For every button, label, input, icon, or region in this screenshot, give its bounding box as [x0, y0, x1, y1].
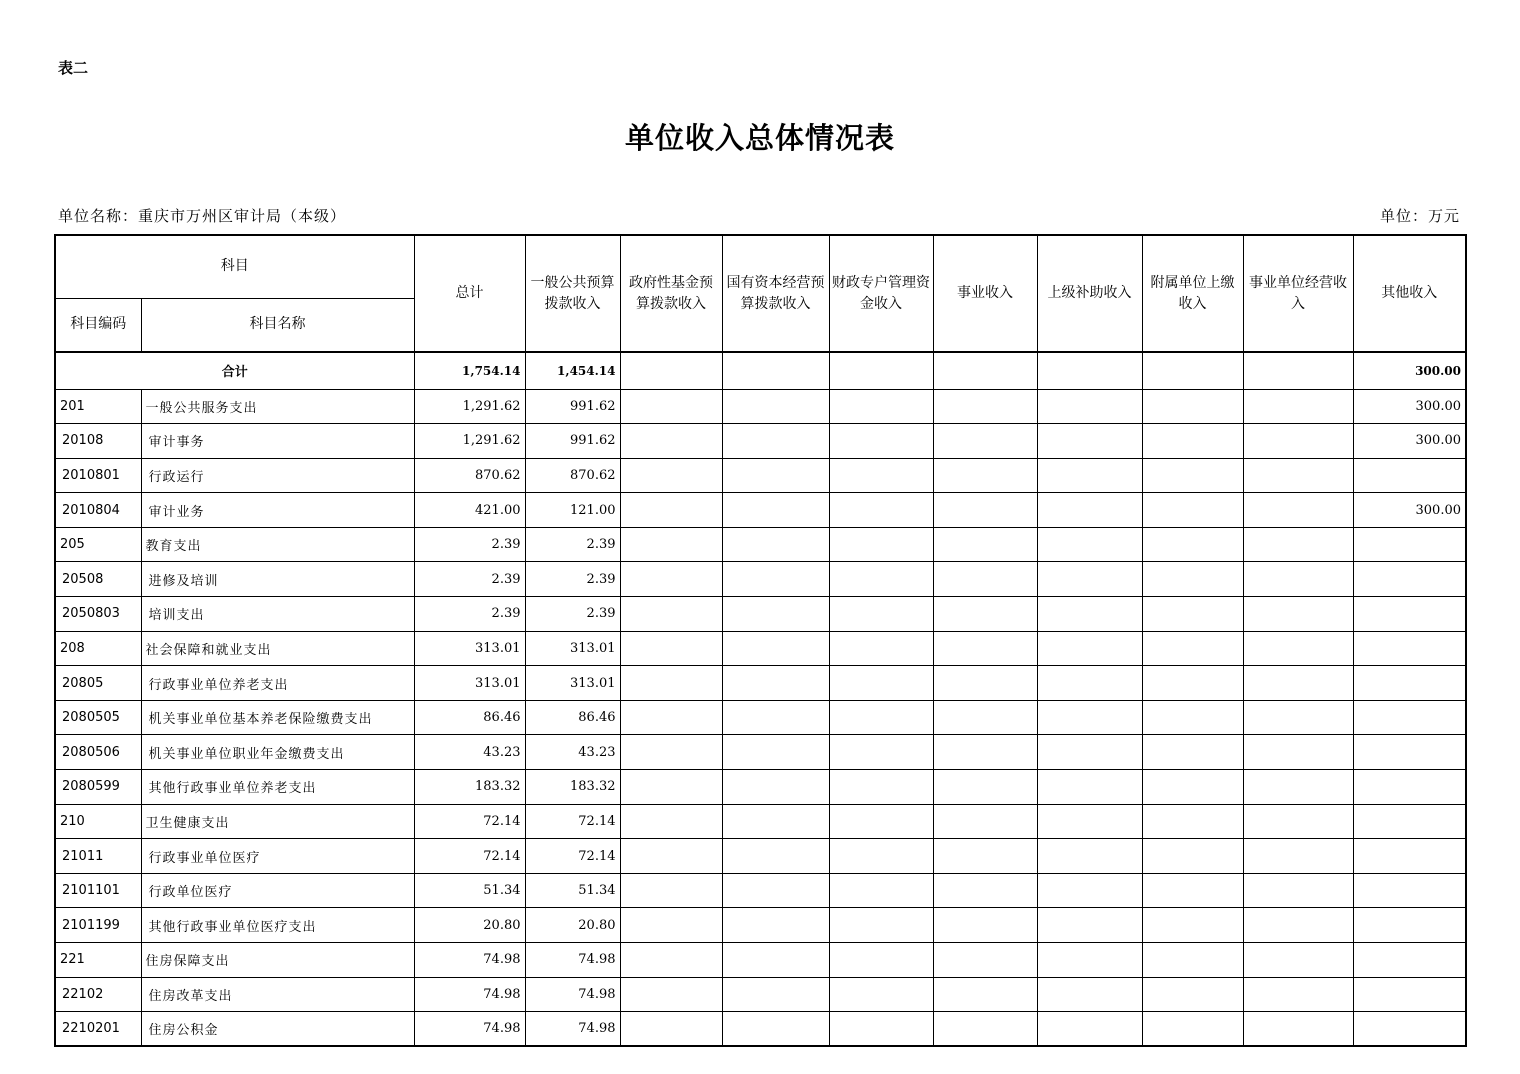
- gov-fund-cell: [620, 597, 722, 632]
- business-operation-cell: [1243, 908, 1353, 943]
- total-cell-affiliated-remit: [1142, 352, 1243, 389]
- general-budget-cell: 43.23: [525, 735, 620, 770]
- table-row: [55, 424, 1466, 459]
- subject-name-cell: 住房公积金: [141, 1012, 414, 1047]
- header-general-budget: 一般公共预算拨款收入: [525, 235, 620, 352]
- subject-code-cell: 2050803: [55, 597, 141, 632]
- special-account-cell: [829, 735, 933, 770]
- total-cell: 2.39: [414, 527, 525, 562]
- gov-fund-cell: [620, 527, 722, 562]
- total-cell-gov-fund: [620, 352, 722, 389]
- state-capital-cell: [722, 943, 829, 978]
- gov-fund-cell: [620, 424, 722, 459]
- total-label: 合计: [55, 352, 414, 389]
- state-capital-cell: [722, 597, 829, 632]
- gov-fund-cell: [620, 631, 722, 666]
- special-account-cell: [829, 389, 933, 424]
- special-account-cell: [829, 839, 933, 874]
- subject-code-cell: 2101101: [55, 873, 141, 908]
- business-income-cell: [933, 873, 1037, 908]
- total-cell-general-budget: 1,454.14: [525, 352, 620, 389]
- total-cell: 74.98: [414, 943, 525, 978]
- document-title: 单位收入总体情况表: [624, 121, 895, 155]
- affiliated-remit-cell: [1142, 977, 1243, 1012]
- superior-subsidy-cell: [1037, 770, 1142, 805]
- general-budget-cell: 51.34: [525, 873, 620, 908]
- subject-name-cell: 行政事业单位养老支出: [141, 666, 414, 701]
- total-cell: 1,291.62: [414, 424, 525, 459]
- total-cell: 2.39: [414, 562, 525, 597]
- gov-fund-cell: [620, 908, 722, 943]
- business-income-cell: [933, 493, 1037, 528]
- business-income-cell: [933, 562, 1037, 597]
- special-account-cell: [829, 700, 933, 735]
- superior-subsidy-cell: [1037, 839, 1142, 874]
- header-gov-fund: 政府性基金预算拨款收入: [620, 235, 722, 352]
- gov-fund-cell: [620, 562, 722, 597]
- total-cell: 51.34: [414, 873, 525, 908]
- general-budget-cell: 313.01: [525, 666, 620, 701]
- affiliated-remit-cell: [1142, 873, 1243, 908]
- table-row: [55, 562, 1466, 597]
- special-account-cell: [829, 527, 933, 562]
- special-account-cell: [829, 562, 933, 597]
- general-budget-cell: 86.46: [525, 700, 620, 735]
- general-budget-cell: 74.98: [525, 1012, 620, 1047]
- gov-fund-cell: [620, 804, 722, 839]
- table-row: [55, 735, 1466, 770]
- subject-code-cell: 20508: [55, 562, 141, 597]
- gov-fund-cell: [620, 458, 722, 493]
- affiliated-remit-cell: [1142, 1012, 1243, 1047]
- affiliated-remit-cell: [1142, 493, 1243, 528]
- subject-code-cell: 2010801: [55, 458, 141, 493]
- business-operation-cell: [1243, 735, 1353, 770]
- subject-name-cell: 行政运行: [141, 458, 414, 493]
- other-income-cell: [1353, 597, 1466, 632]
- other-income-cell: [1353, 873, 1466, 908]
- business-income-cell: [933, 1012, 1037, 1047]
- general-budget-cell: 991.62: [525, 389, 620, 424]
- other-income-cell: 300.00: [1353, 424, 1466, 459]
- subject-name-cell: 进修及培训: [141, 562, 414, 597]
- special-account-cell: [829, 631, 933, 666]
- gov-fund-cell: [620, 735, 722, 770]
- business-income-cell: [933, 977, 1037, 1012]
- table-row: [55, 804, 1466, 839]
- superior-subsidy-cell: [1037, 389, 1142, 424]
- subject-name-cell: 审计业务: [141, 493, 414, 528]
- table-row: [55, 839, 1466, 874]
- gov-fund-cell: [620, 873, 722, 908]
- subject-name-cell: 行政事业单位医疗: [141, 839, 414, 874]
- gov-fund-cell: [620, 389, 722, 424]
- business-operation-cell: [1243, 493, 1353, 528]
- state-capital-cell: [722, 735, 829, 770]
- subject-name-cell: 社会保障和就业支出: [141, 631, 414, 666]
- general-budget-cell: 72.14: [525, 839, 620, 874]
- business-income-cell: [933, 631, 1037, 666]
- superior-subsidy-cell: [1037, 700, 1142, 735]
- table-row: [55, 943, 1466, 978]
- special-account-cell: [829, 1012, 933, 1047]
- state-capital-cell: [722, 873, 829, 908]
- gov-fund-cell: [620, 977, 722, 1012]
- business-operation-cell: [1243, 562, 1353, 597]
- header-subject-name: 科目名称: [141, 298, 414, 352]
- header-business-income: 事业收入: [933, 235, 1037, 352]
- state-capital-cell: [722, 977, 829, 1012]
- total-cell: 2.39: [414, 597, 525, 632]
- table-row: [55, 631, 1466, 666]
- state-capital-cell: [722, 804, 829, 839]
- affiliated-remit-cell: [1142, 424, 1243, 459]
- business-income-cell: [933, 839, 1037, 874]
- general-budget-cell: 2.39: [525, 527, 620, 562]
- superior-subsidy-cell: [1037, 527, 1142, 562]
- business-income-cell: [933, 770, 1037, 805]
- business-operation-cell: [1243, 839, 1353, 874]
- affiliated-remit-cell: [1142, 666, 1243, 701]
- table-row: [55, 873, 1466, 908]
- header-state-capital: 国有资本经营预算拨款收入: [722, 235, 829, 352]
- general-budget-cell: 183.32: [525, 770, 620, 805]
- income-table: [54, 234, 1467, 1047]
- affiliated-remit-cell: [1142, 735, 1243, 770]
- table-row: [55, 700, 1466, 735]
- header-total: 总计: [414, 235, 525, 352]
- special-account-cell: [829, 666, 933, 701]
- total-cell-state-capital: [722, 352, 829, 389]
- subject-name-cell: 其他行政事业单位医疗支出: [141, 908, 414, 943]
- header-affiliated-remit: 附属单位上缴收入: [1142, 235, 1243, 352]
- state-capital-cell: [722, 839, 829, 874]
- subject-name-cell: 卫生健康支出: [141, 804, 414, 839]
- state-capital-cell: [722, 527, 829, 562]
- table-row: [55, 1012, 1466, 1047]
- subject-code-cell: 201: [55, 389, 141, 424]
- business-operation-cell: [1243, 770, 1353, 805]
- subject-code-cell: 221: [55, 943, 141, 978]
- general-budget-cell: 20.80: [525, 908, 620, 943]
- total-cell: 20.80: [414, 908, 525, 943]
- state-capital-cell: [722, 770, 829, 805]
- general-budget-cell: 121.00: [525, 493, 620, 528]
- subject-code-cell: 20108: [55, 424, 141, 459]
- subject-code-cell: 208: [55, 631, 141, 666]
- special-account-cell: [829, 493, 933, 528]
- business-income-cell: [933, 389, 1037, 424]
- subject-name-cell: 机关事业单位职业年金缴费支出: [141, 735, 414, 770]
- table-row: [55, 770, 1466, 805]
- special-account-cell: [829, 770, 933, 805]
- table-row: [55, 493, 1466, 528]
- subject-code-cell: 210: [55, 804, 141, 839]
- superior-subsidy-cell: [1037, 562, 1142, 597]
- special-account-cell: [829, 804, 933, 839]
- total-cell-business-operation: [1243, 352, 1353, 389]
- business-operation-cell: [1243, 804, 1353, 839]
- affiliated-remit-cell: [1142, 527, 1243, 562]
- gov-fund-cell: [620, 839, 722, 874]
- special-account-cell: [829, 908, 933, 943]
- superior-subsidy-cell: [1037, 666, 1142, 701]
- business-income-cell: [933, 597, 1037, 632]
- total-cell: 1,291.62: [414, 389, 525, 424]
- subject-code-cell: 2080505: [55, 700, 141, 735]
- other-income-cell: [1353, 1012, 1466, 1047]
- general-budget-cell: 870.62: [525, 458, 620, 493]
- state-capital-cell: [722, 389, 829, 424]
- subject-code-cell: 22102: [55, 977, 141, 1012]
- superior-subsidy-cell: [1037, 597, 1142, 632]
- total-cell-special-account: [829, 352, 933, 389]
- superior-subsidy-cell: [1037, 458, 1142, 493]
- business-operation-cell: [1243, 597, 1353, 632]
- total-cell-superior-subsidy: [1037, 352, 1142, 389]
- other-income-cell: [1353, 735, 1466, 770]
- business-income-cell: [933, 908, 1037, 943]
- total-cell: 313.01: [414, 666, 525, 701]
- subject-code-cell: 2010804: [55, 493, 141, 528]
- gov-fund-cell: [620, 493, 722, 528]
- gov-fund-cell: [620, 700, 722, 735]
- affiliated-remit-cell: [1142, 804, 1243, 839]
- state-capital-cell: [722, 458, 829, 493]
- state-capital-cell: [722, 1012, 829, 1047]
- state-capital-cell: [722, 631, 829, 666]
- superior-subsidy-cell: [1037, 804, 1142, 839]
- general-budget-cell: 991.62: [525, 424, 620, 459]
- table-row: [55, 458, 1466, 493]
- superior-subsidy-cell: [1037, 735, 1142, 770]
- business-operation-cell: [1243, 458, 1353, 493]
- other-income-cell: [1353, 700, 1466, 735]
- affiliated-remit-cell: [1142, 389, 1243, 424]
- other-income-cell: [1353, 770, 1466, 805]
- business-income-cell: [933, 943, 1037, 978]
- state-capital-cell: [722, 666, 829, 701]
- other-income-cell: [1353, 458, 1466, 493]
- general-budget-cell: 72.14: [525, 804, 620, 839]
- total-row: [55, 352, 1466, 389]
- subject-code-cell: 20805: [55, 666, 141, 701]
- subject-name-cell: 机关事业单位基本养老保险缴费支出: [141, 700, 414, 735]
- business-income-cell: [933, 666, 1037, 701]
- affiliated-remit-cell: [1142, 458, 1243, 493]
- other-income-cell: [1353, 527, 1466, 562]
- business-operation-cell: [1243, 424, 1353, 459]
- gov-fund-cell: [620, 770, 722, 805]
- superior-subsidy-cell: [1037, 943, 1142, 978]
- other-income-cell: 300.00: [1353, 389, 1466, 424]
- state-capital-cell: [722, 700, 829, 735]
- other-income-cell: [1353, 977, 1466, 1012]
- superior-subsidy-cell: [1037, 631, 1142, 666]
- business-operation-cell: [1243, 631, 1353, 666]
- business-operation-cell: [1243, 873, 1353, 908]
- total-cell: 72.14: [414, 804, 525, 839]
- state-capital-cell: [722, 908, 829, 943]
- header-subject-code: 科目编码: [55, 298, 141, 352]
- subject-name-cell: 住房保障支出: [141, 943, 414, 978]
- other-income-cell: [1353, 804, 1466, 839]
- affiliated-remit-cell: [1142, 562, 1243, 597]
- superior-subsidy-cell: [1037, 424, 1142, 459]
- business-operation-cell: [1243, 1012, 1353, 1047]
- header-special-account: 财政专户管理资金收入: [829, 235, 933, 352]
- affiliated-remit-cell: [1142, 839, 1243, 874]
- business-operation-cell: [1243, 389, 1353, 424]
- gov-fund-cell: [620, 666, 722, 701]
- other-income-cell: [1353, 562, 1466, 597]
- superior-subsidy-cell: [1037, 493, 1142, 528]
- total-cell: 43.23: [414, 735, 525, 770]
- table-row: [55, 977, 1466, 1012]
- subject-name-cell: 培训支出: [141, 597, 414, 632]
- general-budget-cell: 313.01: [525, 631, 620, 666]
- total-cell: 74.98: [414, 1012, 525, 1047]
- subject-code-cell: 205: [55, 527, 141, 562]
- gov-fund-cell: [620, 1012, 722, 1047]
- business-operation-cell: [1243, 700, 1353, 735]
- table-row: [55, 597, 1466, 632]
- state-capital-cell: [722, 424, 829, 459]
- unit-name-label: 单位名称：重庆市万州区审计局（本级）: [58, 207, 347, 225]
- special-account-cell: [829, 873, 933, 908]
- business-operation-cell: [1243, 666, 1353, 701]
- state-capital-cell: [722, 562, 829, 597]
- total-cell-other-income: 300.00: [1353, 352, 1466, 389]
- total-cell: 86.46: [414, 700, 525, 735]
- subject-name-cell: 一般公共服务支出: [141, 389, 414, 424]
- other-income-cell: [1353, 666, 1466, 701]
- business-income-cell: [933, 424, 1037, 459]
- subject-code-cell: 2210201: [55, 1012, 141, 1047]
- general-budget-cell: 74.98: [525, 943, 620, 978]
- total-cell: 74.98: [414, 977, 525, 1012]
- special-account-cell: [829, 943, 933, 978]
- subject-code-cell: 2080599: [55, 770, 141, 805]
- unit-measure-label: 单位：万元: [1379, 207, 1460, 225]
- subject-name-cell: 审计事务: [141, 424, 414, 459]
- total-cell-total: 1,754.14: [414, 352, 525, 389]
- header-superior-subsidy: 上级补助收入: [1037, 235, 1142, 352]
- subject-name-cell: 教育支出: [141, 527, 414, 562]
- other-income-cell: 300.00: [1353, 493, 1466, 528]
- subject-name-cell: 其他行政事业单位养老支出: [141, 770, 414, 805]
- total-cell: 183.32: [414, 770, 525, 805]
- subject-name-cell: 住房改革支出: [141, 977, 414, 1012]
- business-income-cell: [933, 527, 1037, 562]
- total-cell-business-income: [933, 352, 1037, 389]
- general-budget-cell: 74.98: [525, 977, 620, 1012]
- business-operation-cell: [1243, 943, 1353, 978]
- other-income-cell: [1353, 839, 1466, 874]
- business-operation-cell: [1243, 977, 1353, 1012]
- affiliated-remit-cell: [1142, 631, 1243, 666]
- other-income-cell: [1353, 908, 1466, 943]
- affiliated-remit-cell: [1142, 943, 1243, 978]
- business-operation-cell: [1243, 527, 1353, 562]
- table-row: [55, 666, 1466, 701]
- header-business-operation: 事业单位经营收入: [1243, 235, 1353, 352]
- special-account-cell: [829, 977, 933, 1012]
- affiliated-remit-cell: [1142, 770, 1243, 805]
- general-budget-cell: 2.39: [525, 562, 620, 597]
- gov-fund-cell: [620, 943, 722, 978]
- subject-code-cell: 2101199: [55, 908, 141, 943]
- total-cell: 72.14: [414, 839, 525, 874]
- affiliated-remit-cell: [1142, 908, 1243, 943]
- business-income-cell: [933, 735, 1037, 770]
- header-subject: 科目: [55, 235, 414, 298]
- affiliated-remit-cell: [1142, 597, 1243, 632]
- business-income-cell: [933, 804, 1037, 839]
- total-cell: 313.01: [414, 631, 525, 666]
- superior-subsidy-cell: [1037, 977, 1142, 1012]
- table-row: [55, 908, 1466, 943]
- business-income-cell: [933, 458, 1037, 493]
- general-budget-cell: 2.39: [525, 597, 620, 632]
- other-income-cell: [1353, 943, 1466, 978]
- subject-name-cell: 行政单位医疗: [141, 873, 414, 908]
- total-cell: 421.00: [414, 493, 525, 528]
- other-income-cell: [1353, 631, 1466, 666]
- state-capital-cell: [722, 493, 829, 528]
- superior-subsidy-cell: [1037, 1012, 1142, 1047]
- table-row: [55, 527, 1466, 562]
- total-cell: 870.62: [414, 458, 525, 493]
- table-number-label: 表二: [58, 59, 89, 77]
- business-income-cell: [933, 700, 1037, 735]
- special-account-cell: [829, 458, 933, 493]
- superior-subsidy-cell: [1037, 873, 1142, 908]
- special-account-cell: [829, 424, 933, 459]
- subject-code-cell: 21011: [55, 839, 141, 874]
- superior-subsidy-cell: [1037, 908, 1142, 943]
- table-row: [55, 389, 1466, 424]
- header-other-income: 其他收入: [1353, 235, 1466, 352]
- affiliated-remit-cell: [1142, 700, 1243, 735]
- special-account-cell: [829, 597, 933, 632]
- subject-code-cell: 2080506: [55, 735, 141, 770]
